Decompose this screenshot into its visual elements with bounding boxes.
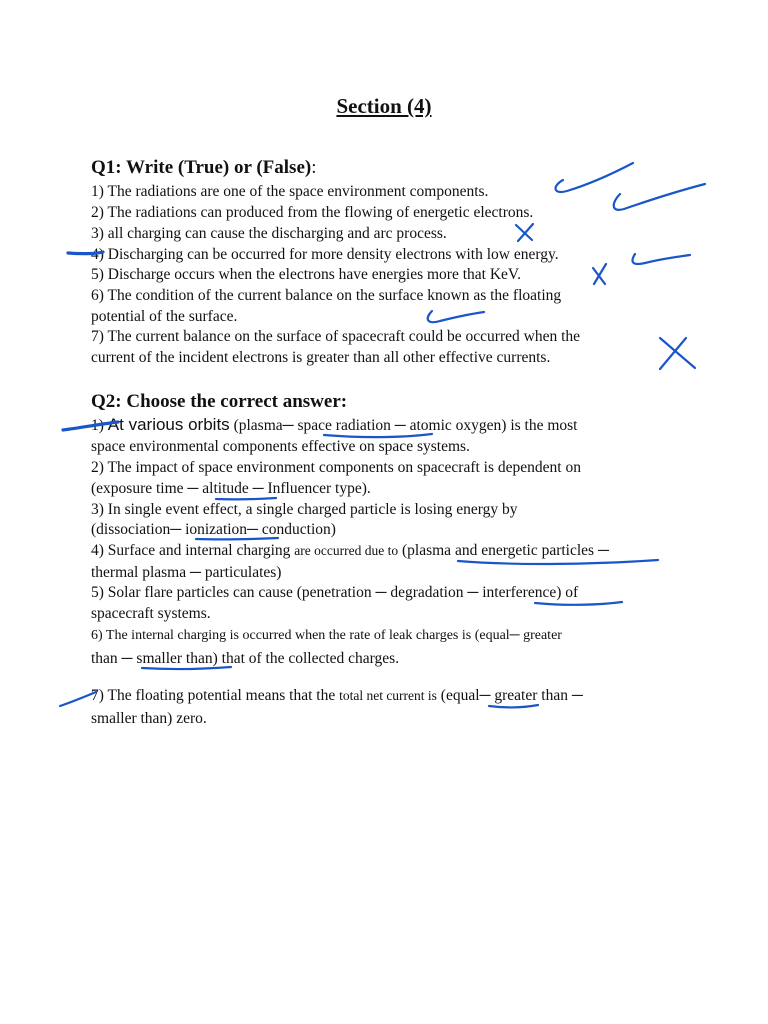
q2-item-4-small: are occurred due to (294, 543, 399, 558)
q2-item-7-small: total net current is (339, 688, 437, 703)
q2-item-5-line2: spacecraft systems. (91, 605, 211, 622)
q2-heading: Q2: Choose the correct answer: (91, 391, 348, 412)
answer-underline (216, 498, 276, 499)
cross-mark-icon (660, 338, 695, 369)
q2-item-3-line2: (dissociation─ ionization─ conduction) (91, 521, 336, 538)
q2-item-6-line1: 6) The internal charging is occurred when the rate of leak charges is (equal─ greater (91, 628, 562, 643)
check-mark-icon (632, 254, 690, 264)
check-mark-icon (614, 184, 705, 210)
check-mark-icon (428, 311, 484, 322)
q1-item-4: 4) Discharging can be occurred for more density electrons with low energy. (91, 246, 559, 263)
q1-item-6-line1: 6) The condition of the current balance on the surface known as the floating (91, 287, 562, 304)
q1-item-5: 5) Discharge occurs when the electrons have energies more that KeV. (91, 266, 521, 283)
q2-item-4-rest: (plasma and energetic particles ─ (398, 542, 609, 559)
q2-item-1-lead: At various orbits (107, 415, 230, 434)
q1-item-7-line2: current of the incident electrons is greater than all other effective currents. (91, 349, 551, 366)
q2-item-1-line1 (91, 415, 578, 435)
answer-underline (458, 560, 658, 564)
answer-underline (489, 705, 538, 707)
q1-heading-colon: : (311, 157, 317, 178)
q2-item-4-lead: 4) Surface and internal charging (91, 542, 295, 559)
q2-item-7-line2: smaller than) zero. (91, 710, 207, 727)
q2-item-3-line1: 3) In single event effect, a single charged particle is losing energy by (91, 501, 518, 518)
q1-heading (91, 157, 316, 179)
q1-item-3: 3) all charging can cause the discharging and arc process. (91, 225, 447, 242)
answer-underline (535, 602, 622, 605)
q2-item-1-rest: (plasma─ space radiation ─ atomic oxygen) is the most (229, 417, 578, 434)
q1-item-7-line1: 7) The current balance on the surface of spacecraft could be occurred when the (91, 328, 581, 345)
q1-item-6-line2: potential of the surface. (91, 308, 238, 325)
cross-mark-icon (593, 264, 606, 284)
q2-item-2-line2: (exposure time ─ altitude ─ Influencer type). (91, 480, 371, 497)
q2-item-5-line1: 5) Solar flare particles can cause (penetration ─ degradation ─ interference) of (91, 584, 579, 601)
q2-item-4-line1 (91, 542, 609, 560)
q2-item-4-line2: thermal plasma ─ particulates) (91, 564, 282, 581)
q2-item-7-line1 (91, 687, 583, 705)
q1-heading-text: Q1: Write (True) or (False) (91, 157, 312, 178)
page-title: Section (4) (336, 94, 432, 118)
q2-item-1-line2: space environmental components effective on space systems. (91, 438, 470, 455)
q2-item-1-num: 1) (91, 417, 108, 434)
q1-item-1: 1) The radiations are one of the space environment components. (91, 183, 489, 200)
q2-item-2-line1: 2) The impact of space environment components on spacecraft is dependent on (91, 459, 581, 476)
q2-item-7-lead: 7) The floating potential means that the (91, 687, 340, 704)
q2-item-6-line2: than ─ smaller than) that of the collected charges. (91, 650, 400, 667)
q1-item-2: 2) The radiations can produced from the flowing of energetic electrons. (91, 204, 534, 221)
q2-item-7-rest: (equal─ greater than ─ (436, 687, 583, 704)
cross-mark-icon (516, 224, 533, 241)
check-mark-icon (556, 163, 633, 192)
